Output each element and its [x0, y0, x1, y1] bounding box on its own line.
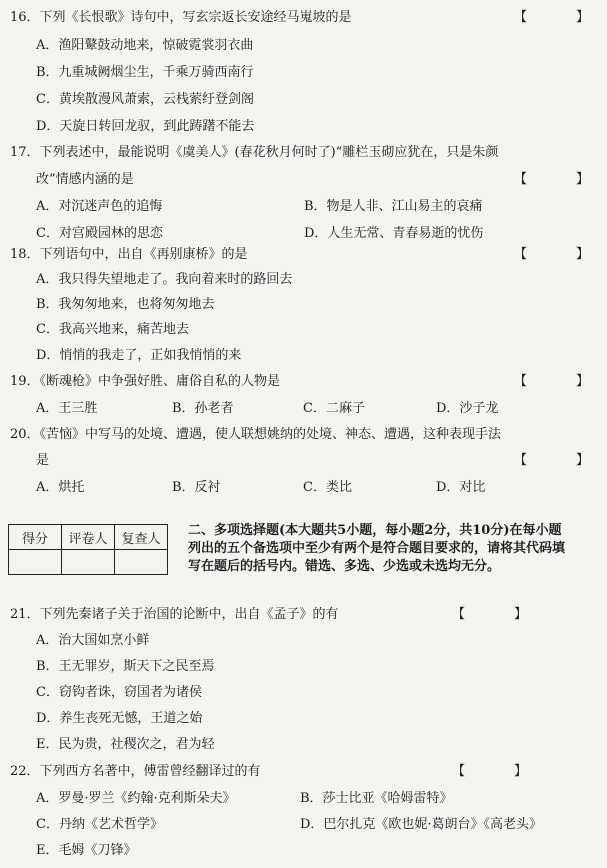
- option-21a: A．治大国如烹小鲜: [36, 633, 150, 648]
- question-21-stem: 21．下列先秦诸子关于治国的论断中，出自《孟子》的有: [10, 607, 339, 622]
- option-20c: C．类比: [303, 480, 352, 495]
- option-20b: B．反衬: [172, 480, 221, 495]
- score-table: [8, 524, 168, 575]
- score-header: 得分: [9, 525, 62, 550]
- option-19b: B．孙老者: [172, 401, 234, 416]
- question-22-stem: 22．下列西方名著中，傅雷曾经翻译过的有: [10, 764, 261, 779]
- option-21d: D．养生丧死无憾，王道之始: [36, 711, 203, 726]
- section-two-instructions: 二、多项选择题(本大题共5小题，每小题2分，共10分)在每小题列出的五个备选项中至少有两个是符合题目要求的，请将其代码填写在题后的括号内。错选、多选、少选或未选均无分。: [188, 523, 566, 574]
- question-17-stem-line2: 改”情感内涵的是: [36, 172, 134, 187]
- option-22d: D．巴尔扎克《欧也妮·葛朗台》《高老头》: [300, 817, 543, 832]
- reviewer-cell[interactable]: [115, 550, 168, 575]
- answer-bracket-22[interactable]: 【 】: [452, 764, 546, 779]
- option-19c: C．二麻子: [303, 401, 365, 416]
- answer-bracket-20[interactable]: 【 】: [514, 453, 607, 468]
- grader-cell[interactable]: [62, 550, 115, 575]
- option-18c: C．我高兴地来，痛苦地去: [36, 322, 189, 337]
- option-22c: C．丹纳《艺术哲学》: [36, 817, 163, 832]
- option-16b: B．九重城阙烟尘生，千乘万骑西南行: [36, 65, 254, 80]
- question-16-stem: 16．下列《长恨歌》诗句中，写玄宗返长安途经马嵬坡的是: [10, 10, 352, 25]
- option-19a: A．王三胜: [36, 401, 98, 416]
- option-21b: B．王无罪岁，斯天下之民至焉: [36, 659, 215, 674]
- option-17a: A．对沉迷声色的追悔: [36, 199, 163, 214]
- question-20-stem-line1: 20．《苦恼》中写马的处境、遭遇，使人联想姚纳的处境、神态、遭遇，这种表现手法: [10, 427, 502, 442]
- reviewer-header: 复查人: [115, 525, 168, 550]
- option-18d: D．悄悄的我走了，正如我悄悄的来: [36, 348, 242, 363]
- option-22b: B．莎士比亚《哈姆雷特》: [300, 791, 453, 806]
- option-22e: E．毛姆《刀锋》: [36, 843, 137, 858]
- option-21c: C．窃钩者诛，窃国者为诸侯: [36, 685, 202, 700]
- option-16d: D．天旋日转回龙驭，到此踌躇不能去: [36, 119, 255, 134]
- option-16a: A．渔阳鼙鼓动地来，惊破霓裳羽衣曲: [36, 38, 254, 53]
- option-17d: D．人生无常、青春易逝的忧伤: [304, 226, 484, 241]
- answer-bracket-19[interactable]: 【 】: [514, 374, 607, 389]
- score-cell[interactable]: [9, 550, 62, 575]
- question-17-stem-line1: 17．下列表述中，最能说明《虞美人》(春花秋月何时了)“雕栏玉砌应犹在，只是朱颜: [10, 145, 499, 160]
- option-19d: D．沙子龙: [436, 401, 499, 416]
- grader-header: 评卷人: [62, 525, 115, 550]
- answer-bracket-17[interactable]: 【 】: [514, 172, 607, 187]
- option-18b: B．我匆匆地来，也将匆匆地去: [36, 297, 215, 312]
- option-18a: A．我只得失望地走了。我向着来时的路回去: [36, 272, 293, 287]
- option-21e: E．民为贵，社稷次之，君为轻: [36, 737, 215, 752]
- question-20-stem-line2: 是: [36, 453, 50, 468]
- answer-bracket-21[interactable]: 【 】: [452, 607, 546, 622]
- answer-bracket-18[interactable]: 【 】: [514, 247, 607, 262]
- option-17c: C．对宫殿园林的思恋: [36, 226, 163, 241]
- option-16c: C．黄埃散漫风萧索，云栈萦纡登剑阁: [36, 92, 254, 107]
- option-22a: A．罗曼·罗兰《约翰·克利斯朵夫》: [36, 791, 236, 806]
- question-19-stem: 19．《断魂枪》中争强好胜、庸俗自私的人物是: [10, 374, 281, 389]
- option-20d: D．对比: [436, 480, 486, 495]
- question-18-stem: 18．下列语句中，出自《再别康桥》的是: [10, 247, 248, 262]
- answer-bracket-16[interactable]: 【 】: [514, 10, 607, 25]
- option-20a: A．烘托: [36, 480, 85, 495]
- option-17b: B．物是人非、江山易主的哀痛: [304, 199, 483, 214]
